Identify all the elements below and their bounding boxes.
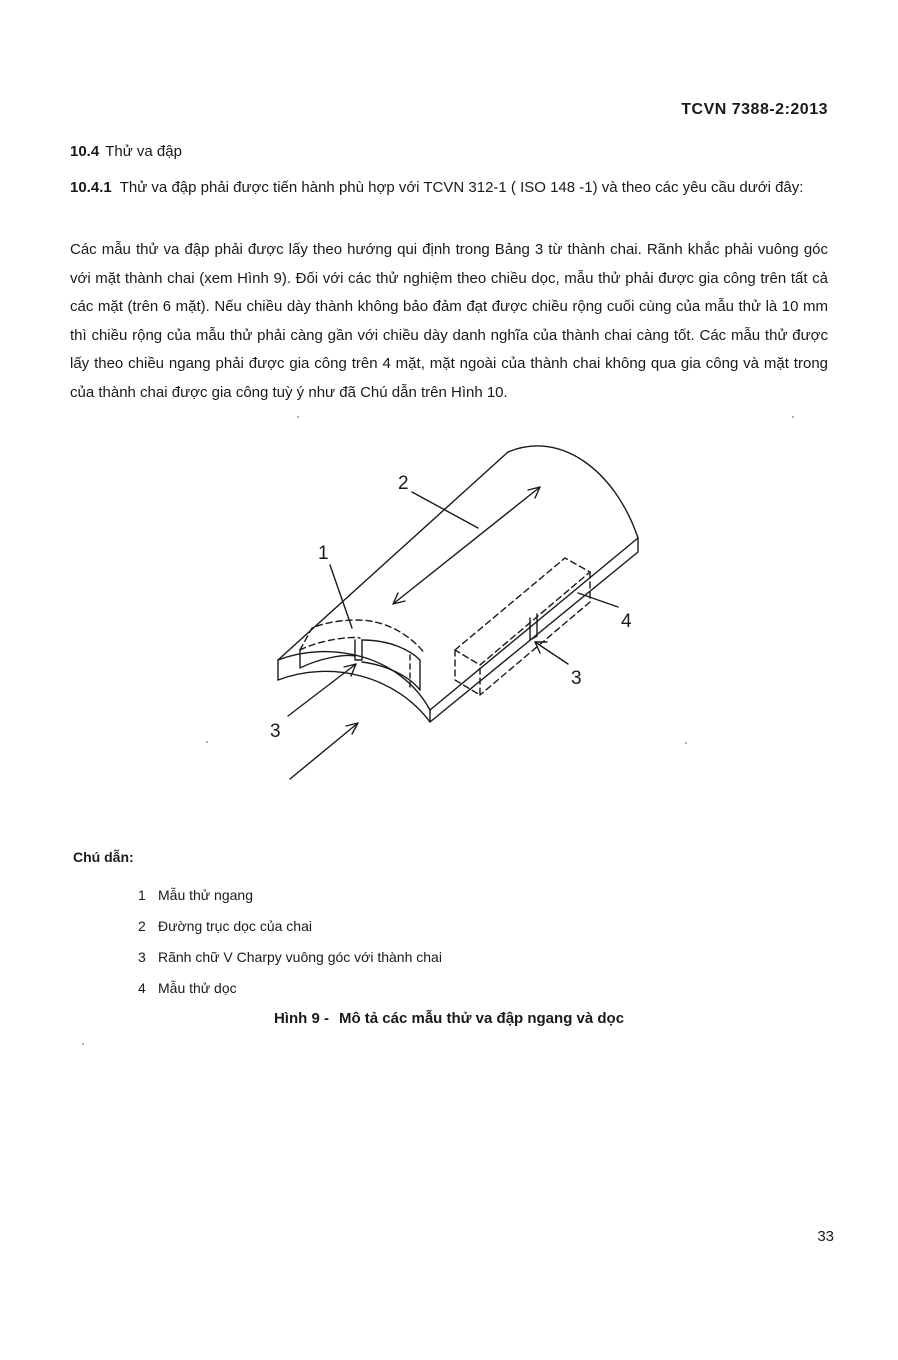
callout-4: 4 [621,611,632,632]
legend-title: Chú dẫn: [73,849,134,865]
legend-text: Mẫu thử dọc [158,980,237,996]
legend-text: Mẫu thử ngang [158,887,253,903]
legend-text: Đường trục dọc của chai [158,918,312,934]
caption-text: Mô tả các mẫu thử va đập ngang và dọc [338,1010,625,1027]
transverse-specimen [300,638,360,651]
caption-label: Hình 9 - [273,1010,329,1027]
callout-3-right: 3 [571,668,582,689]
legend-number: 1 [138,887,146,903]
legend-item [138,911,442,942]
section-heading [70,143,182,160]
paragraph-1-text: Thử va đập phải được tiến hành phù hợp với TCVN 312-1 ( ISO 148 -1) và theo các yêu cầu dưới đây: [119,179,804,196]
cylinder-outer-edge [278,452,508,660]
cylinder-end-arc [508,446,638,538]
page-number: 33 [817,1228,834,1245]
legend-number: 4 [138,980,146,996]
section-number: 10.4 [70,143,100,160]
scan-dot [792,416,794,418]
legend-number: 2 [138,918,146,934]
cylinder-end-face [430,538,638,722]
leader-4 [578,593,618,607]
paragraph-1 [70,174,828,203]
scan-dot [82,1043,84,1045]
longitudinal-specimen [455,558,590,665]
leader-2 [412,492,478,528]
near-end-arc [278,652,430,710]
figure-caption [0,1010,898,1027]
document-code: TCVN 7388-2:2013 [681,101,828,118]
legend-item [138,942,442,973]
section-title-text: Thử va đập [105,143,182,160]
callout-3-left: 3 [270,721,281,742]
clause-number: 10.4.1 [70,179,112,196]
impact-direction-arrow [290,723,358,779]
legend-item [138,880,442,911]
legend-text: Rãnh chữ V Charpy vuông góc với thành chai [158,949,442,965]
scan-dot [297,416,299,418]
scan-dot [206,741,208,743]
callout-2: 2 [398,473,409,494]
legend-item [138,973,442,1004]
legend-list [138,880,442,1004]
figure-9-diagram [0,440,898,840]
callout-1: 1 [318,543,329,564]
axis-arrow-line [393,487,540,604]
paragraph-2: Các mẫu thử va đập phải được lấy theo hướng qui định trong Bảng 3 từ thành chai. Rãnh khắc phải vuông góc với mặt thành chai (xem Hình 9). Đối với các thử nghiệm theo chiều dọc, mẫu thử phải được gia công trên tất cả các mặt (trên 6 mặt). Nếu chiều dày thành không bảo đảm đạt được chiều rộng cuối cùng của mẫu thử là 10 mm thì chiều rộng của mẫu thử phải càng gần với chiều dày danh nghĩa của thành chai càng tốt. Các mẫu thử được lấy theo chiều ngang phải được gia công trên 4 mặt, mặt ngoài của thành chai không qua gia công và mặt trong của thành chai được gia công tuỳ ý như đã Chú dẫn trên Hình 10. [70,241,828,401]
scan-dot [685,742,687,744]
legend-number: 3 [138,949,146,965]
